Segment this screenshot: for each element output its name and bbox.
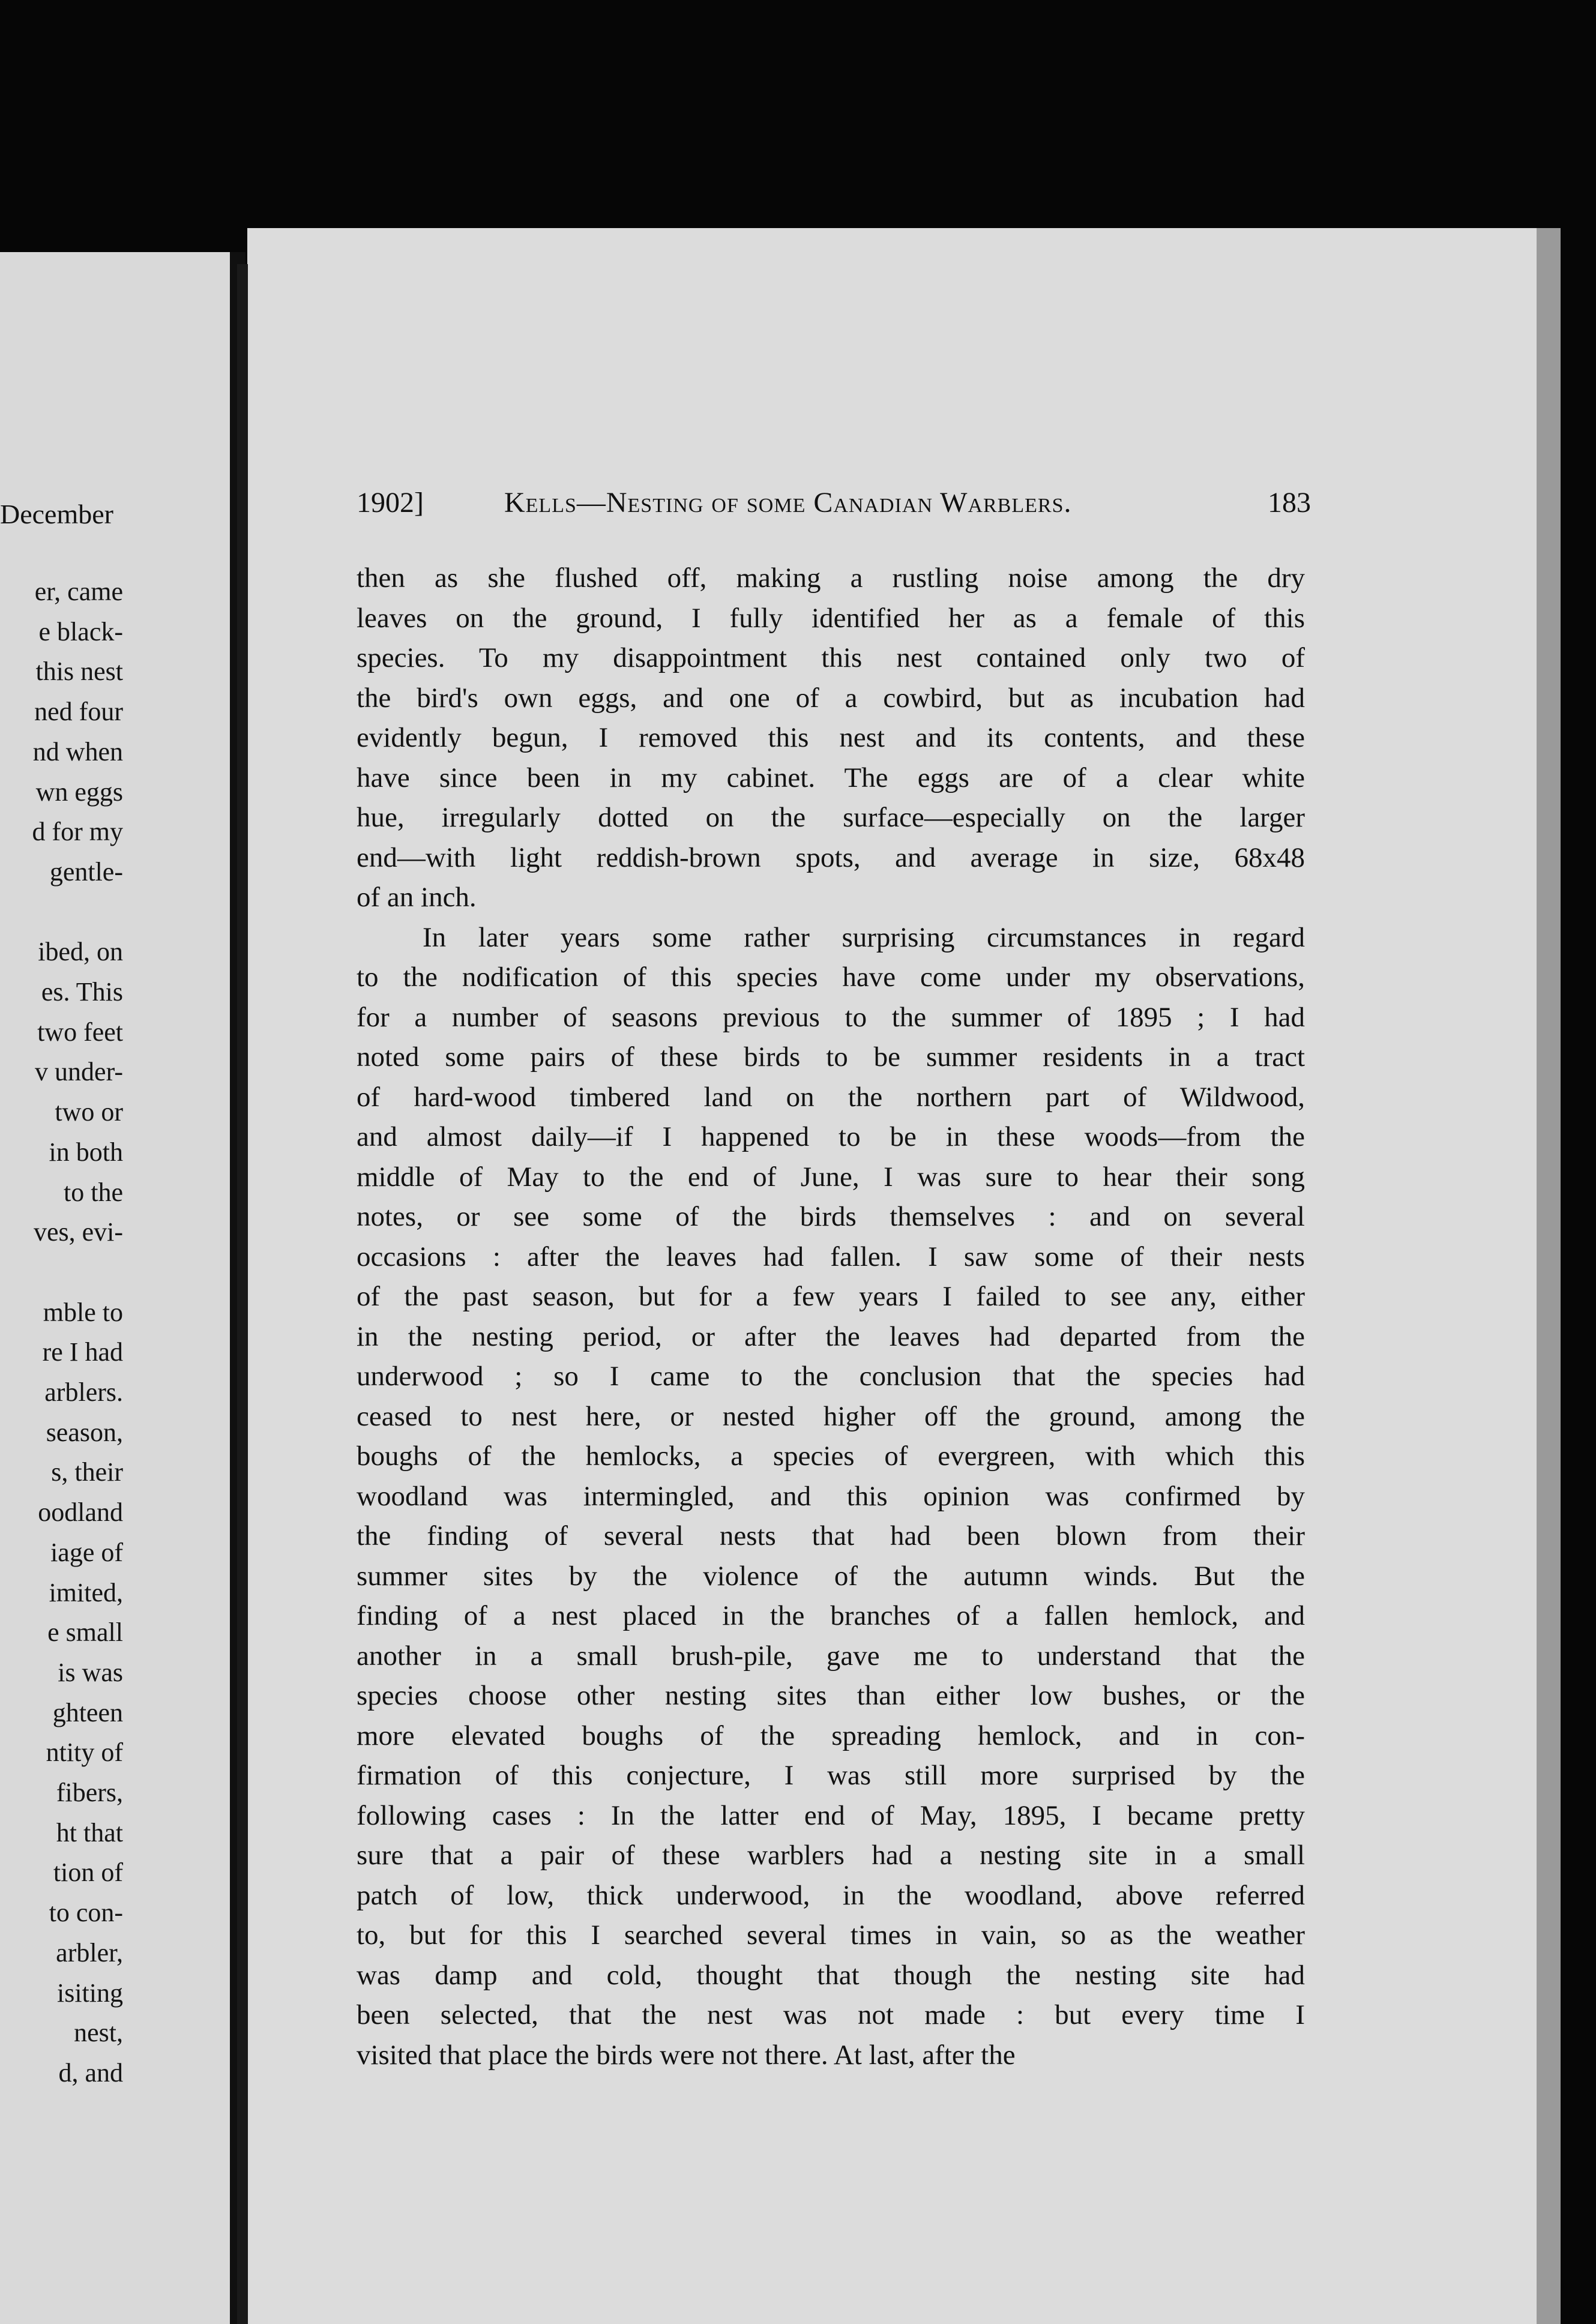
left-page-line: d, and	[58, 2058, 123, 2088]
text-line: end—with light reddish-brown spots, and average in size, 68x48	[357, 841, 1305, 873]
text-line: species. To my disappointment this nest contained only two of	[357, 642, 1305, 673]
text-line: to the nodification of this species have come under my observations,	[357, 962, 1305, 993]
left-page-line: ned four	[34, 697, 123, 727]
left-page-line: es. This	[41, 977, 123, 1007]
left-page-line: fibers,	[56, 1778, 123, 1807]
page-header	[357, 486, 1311, 528]
running-title: Kells—Nesting of some Canadian Warblers.	[504, 487, 1072, 519]
left-page-line: season,	[46, 1417, 123, 1447]
left-page-line: arblers.	[44, 1377, 123, 1407]
text-line: to, but for this I searched several times in vain, so as the weather	[357, 1919, 1305, 1951]
text-line: ceased to nest here, or nested higher off the ground, among the	[357, 1400, 1305, 1432]
left-page-line: two or	[55, 1097, 123, 1127]
left-page-line: oodland	[38, 1498, 123, 1528]
left-page-line: re I had	[42, 1337, 123, 1367]
left-page-line: arbler,	[56, 1937, 123, 1967]
text-line: visited that place the birds were not there. At last, after the	[357, 2039, 1016, 2071]
binding-shadow	[237, 264, 248, 2324]
left-page-line: mble to	[43, 1297, 123, 1327]
left-page-line: in both	[49, 1137, 123, 1167]
text-line: finding of a nest placed in the branches of a fallen hemlock, and	[357, 1600, 1305, 1631]
left-page-line: ves, evi-	[33, 1217, 123, 1247]
left-page-line: ht that	[56, 1817, 123, 1847]
left-page-line: to the	[64, 1177, 123, 1207]
text-line: notes, or see some of the birds themselves : and on several	[357, 1201, 1305, 1232]
text-line: species choose other nesting sites than either low bushes, or the	[357, 1680, 1305, 1711]
left-page-line: s, their	[51, 1457, 123, 1487]
left-page-line: two feet	[37, 1017, 123, 1047]
left-facing-page	[0, 252, 240, 2324]
left-page-line: nest,	[74, 2018, 123, 2048]
left-page-line: to con-	[49, 1898, 123, 1928]
text-line: patch of low, thick underwood, in the woodland, above referred	[357, 1879, 1305, 1911]
left-page-line: tion of	[53, 1858, 123, 1888]
text-line: woodland was intermingled, and this opinion was confirmed by	[357, 1480, 1305, 1512]
text-line: then as she flushed off, making a rustling noise among the dry	[357, 562, 1305, 594]
left-page-line: this nest	[35, 657, 123, 687]
left-page-line: er, came	[34, 577, 123, 606]
text-line: of an inch.	[357, 882, 477, 913]
text-line: more elevated boughs of the spreading hemlock, and in con-	[357, 1720, 1305, 1751]
text-line: hue, irregularly dotted on the surface—especially on the larger	[357, 802, 1305, 833]
text-line: middle of May to the end of June, I was sure to hear their song	[357, 1161, 1305, 1193]
text-line: boughs of the hemlocks, a species of evergreen, with which this	[357, 1440, 1305, 1472]
left-page-line: wn eggs	[35, 777, 123, 807]
text-line: summer sites by the violence of the autumn winds. But the	[357, 1560, 1305, 1592]
text-line: of hard-wood timbered land on the northern part of Wildwood,	[357, 1081, 1305, 1113]
left-page-line: nd when	[32, 736, 123, 766]
header-year: 1902]	[357, 487, 424, 519]
text-line: of the past season, but for a few years I failed to see any, either	[357, 1281, 1305, 1312]
left-page-line: ntity of	[46, 1738, 123, 1768]
text-line: noted some pairs of these birds to be summer residents in a tract	[357, 1041, 1305, 1073]
left-page-line: ghteen	[52, 1697, 123, 1727]
text-line: firmation of this conjecture, I was still more surprised by the	[357, 1760, 1305, 1791]
text-line: for a number of seasons previous to the summer of 1895 ; I had	[357, 1001, 1305, 1033]
text-line: the bird's own eggs, and one of a cowbird, but as incubation had	[357, 682, 1305, 714]
left-page-line: imited,	[49, 1577, 123, 1607]
text-line: occasions : after the leaves had fallen. I saw some of their nests	[357, 1241, 1305, 1272]
text-line: following cases : In the latter end of May, 1895, I became pretty	[357, 1799, 1305, 1831]
text-line: the finding of several nests that had been blown from their	[357, 1520, 1305, 1552]
left-page-line: is was	[58, 1657, 123, 1687]
page-right-edge	[1537, 228, 1561, 2324]
text-line: sure that a pair of these warblers had a nesting site in a small	[357, 1840, 1305, 1871]
text-line: underwood ; so I came to the conclusion that the species had	[357, 1361, 1305, 1392]
left-page-line: iage of	[50, 1537, 123, 1567]
text-line: was damp and cold, thought that though the nesting site had	[357, 1959, 1305, 1991]
text-line: have since been in my cabinet. The eggs are of a clear white	[357, 762, 1305, 793]
left-page-line: e black-	[38, 616, 123, 646]
left-page-line: ibed, on	[38, 937, 123, 967]
text-line: another in a small brush-pile, gave me to understand that the	[357, 1640, 1305, 1672]
left-page-line: e small	[47, 1618, 123, 1648]
text-line: leaves on the ground, I fully identified her as a female of this	[357, 602, 1305, 634]
text-line: evidently begun, I removed this nest and its contents, and these	[357, 722, 1305, 753]
left-page-line: isiting	[56, 1978, 123, 2008]
left-page-line: v under-	[35, 1057, 123, 1087]
text-line: in the nesting period, or after the leaves had departed from the	[357, 1320, 1305, 1352]
left-page-line: d for my	[32, 817, 123, 847]
text-line: and almost daily—if I happened to be in these woods—from the	[357, 1121, 1305, 1152]
left-page-line: gentle-	[49, 856, 123, 887]
page-number: 183	[1268, 487, 1311, 519]
left-page-header: December	[0, 499, 113, 529]
text-line: been selected, that the nest was not made : but every time I	[357, 1999, 1305, 2030]
text-line: In later years some rather surprising circumstances in regard	[423, 921, 1305, 953]
